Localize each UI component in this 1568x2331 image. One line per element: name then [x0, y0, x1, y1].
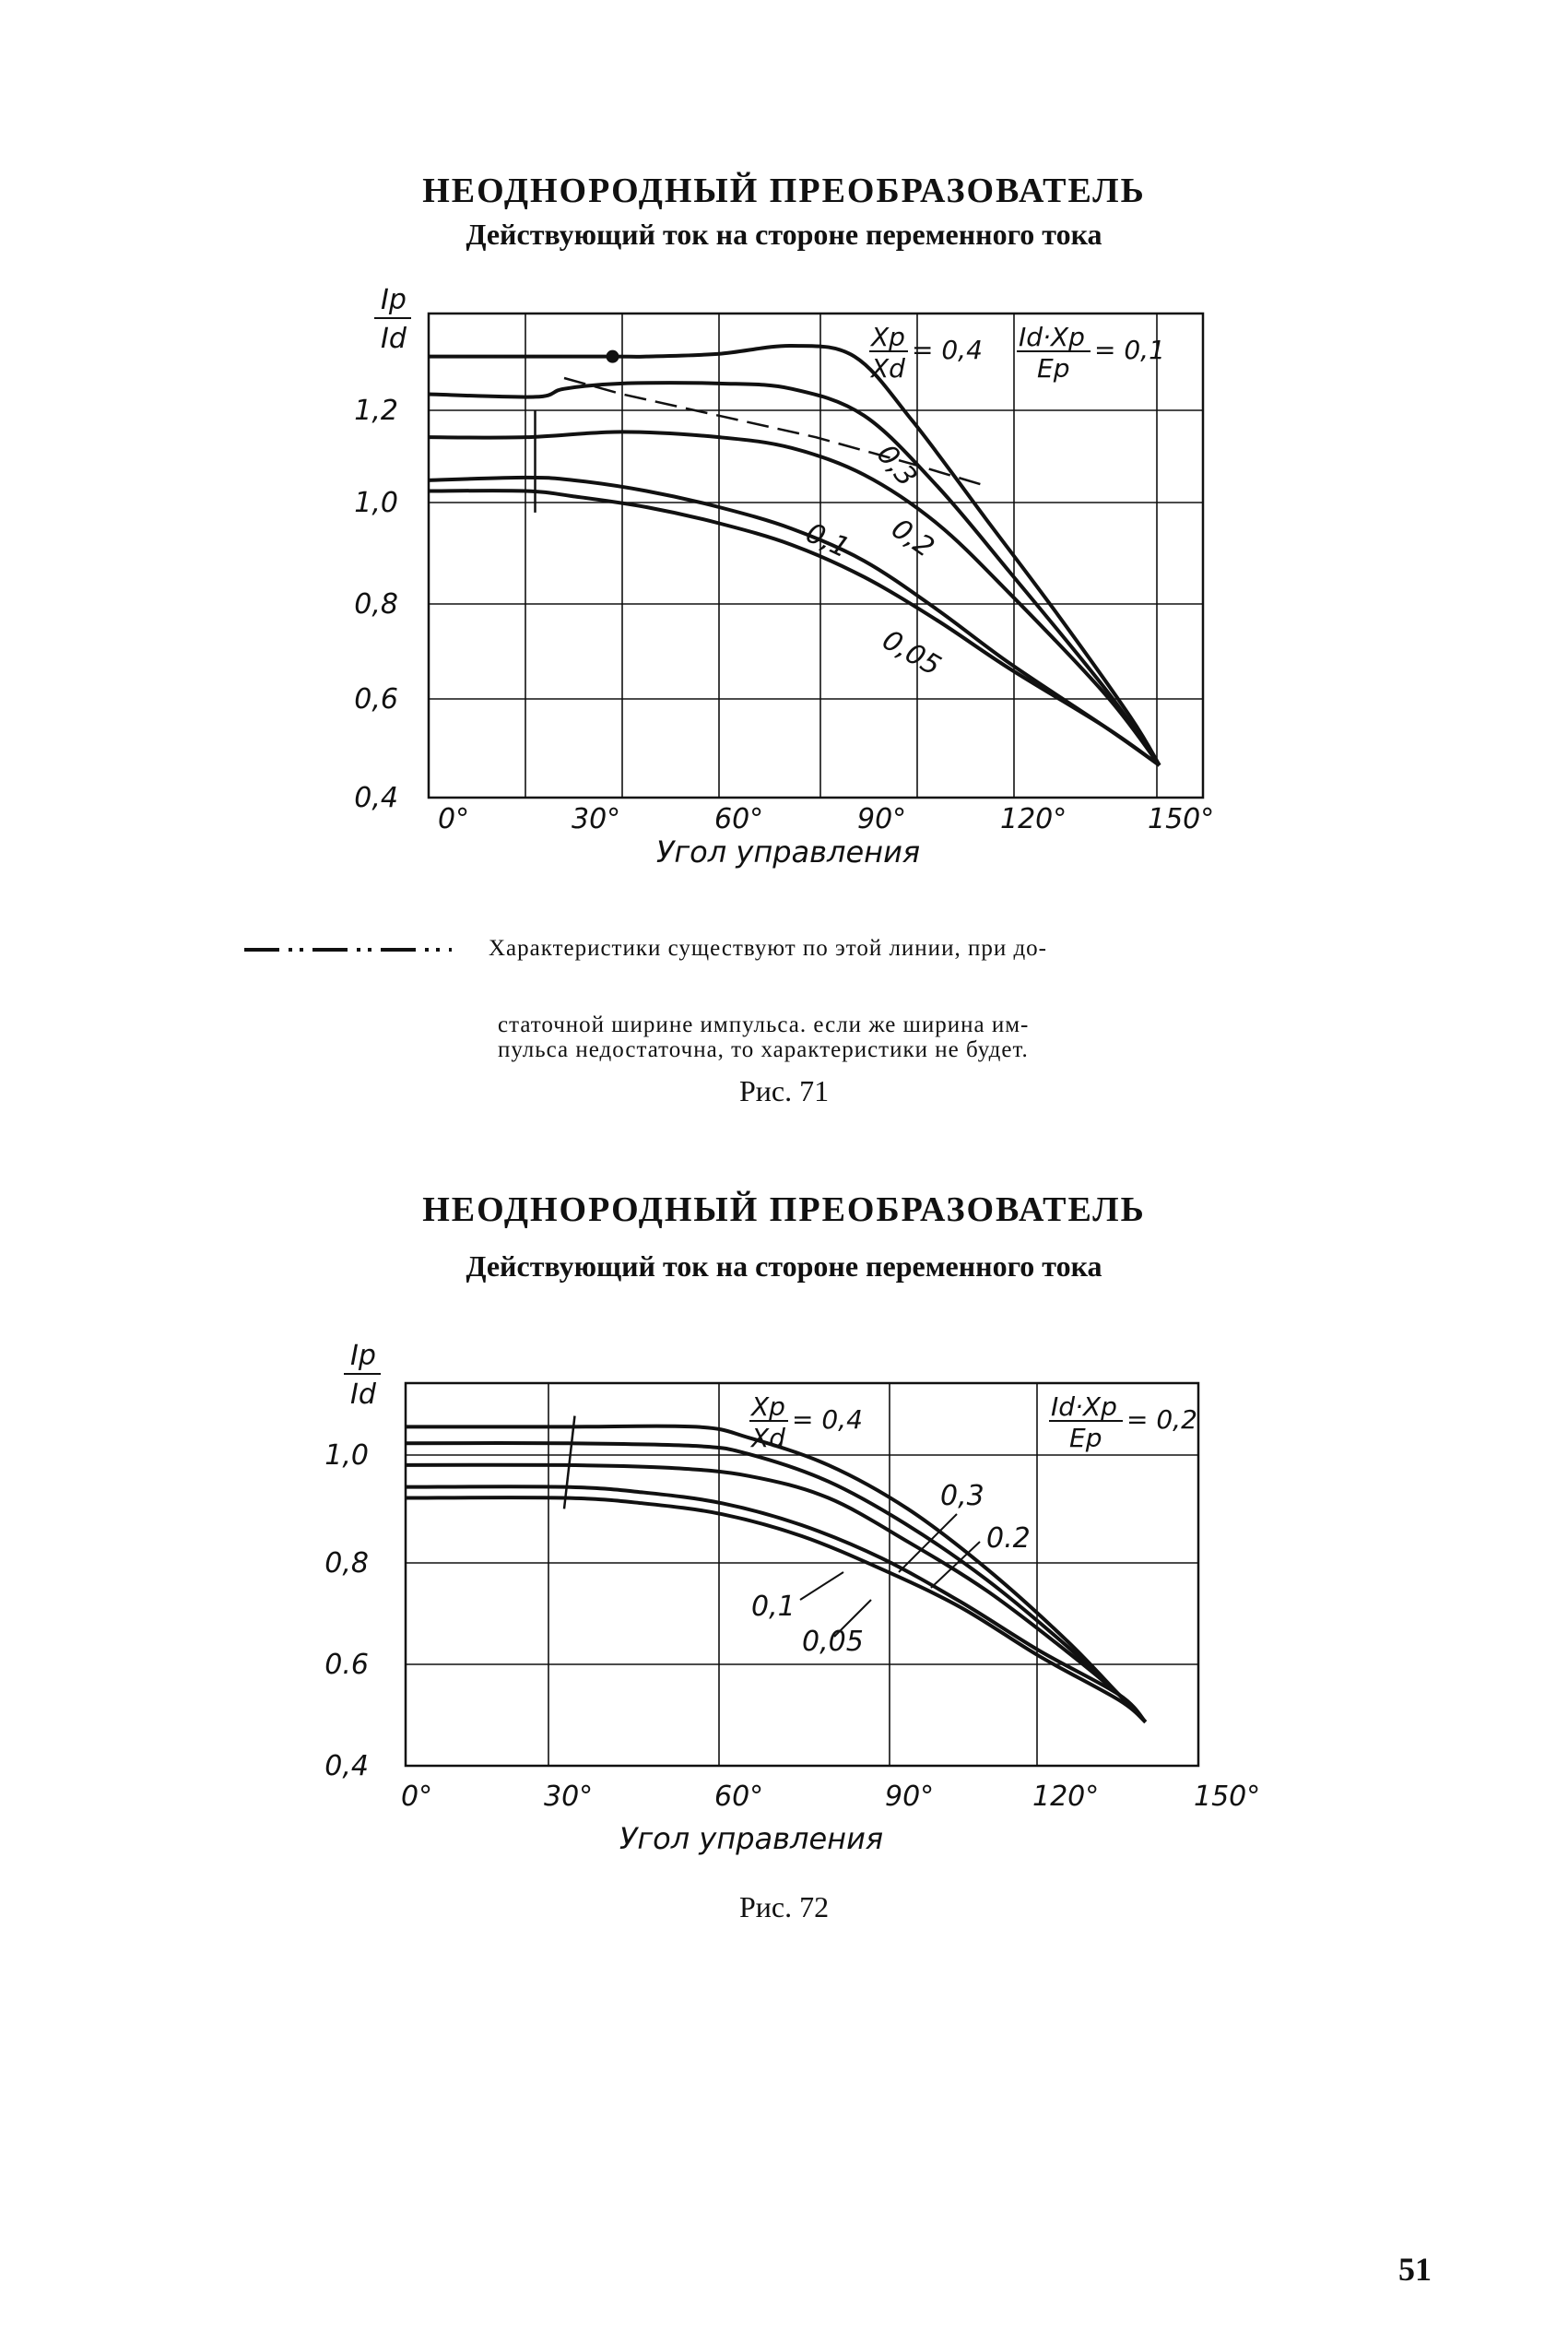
figure-71-note-line1: Характеристики существуют по этой линии, при до- [489, 936, 1047, 961]
x-tick-label: 120° [1000, 803, 1067, 835]
x-tick-label: 0° [401, 1781, 433, 1813]
y-axis-label-numerator: Ip [381, 284, 407, 316]
page-number: 51 [1398, 2251, 1432, 2288]
y-tick-label: 1,2 [354, 395, 398, 427]
param-idxp-value: = 0,2 [1126, 1404, 1197, 1435]
x-tick-label: 60° [714, 1781, 764, 1813]
figure-72-subtitle: Действующий ток на стороне переменного тока [466, 1249, 1102, 1283]
y-tick-label: 0,4 [354, 782, 398, 814]
y-tick-label: 1,0 [354, 487, 398, 519]
series-label: 0.2 [986, 1522, 1031, 1555]
figure-72-caption: Рис. 72 [738, 1890, 830, 1923]
y-tick-label: 0,8 [354, 588, 398, 621]
param-idxp-value: = 0,1 [1094, 335, 1165, 365]
param-idxp-numerator: Id·Xp [1051, 1391, 1117, 1422]
y-tick-label: 1,0 [324, 1439, 369, 1472]
series-label: 0,05 [877, 623, 947, 683]
series-label: 0,2 [885, 512, 940, 564]
param-idxp-numerator: Id·Xp [1019, 322, 1085, 352]
break-mark [564, 1416, 574, 1509]
series-label: 0,3 [869, 438, 924, 493]
series-label: 0,3 [940, 1480, 984, 1512]
y-tick-label: 0,4 [324, 1750, 369, 1782]
y-axis-label-denominator: Id [350, 1378, 376, 1411]
param-xd-denominator: Xd [751, 1423, 785, 1453]
x-tick-label: 90° [885, 1781, 935, 1813]
x-tick-label: 60° [714, 803, 764, 835]
x-tick-label: 150° [1194, 1781, 1261, 1813]
figure-71-note-line2: статочной ширине импульса. если же ширина им- [498, 1012, 1030, 1037]
label-leader-line [800, 1572, 843, 1600]
param-xp-numerator: Xp [871, 322, 905, 352]
x-tick-label: 90° [857, 803, 907, 835]
x-axis-label: Угол управления [619, 1821, 884, 1856]
y-tick-label: 0,6 [354, 683, 398, 716]
x-tick-label: 30° [572, 803, 621, 835]
figure-71-note-line3: пульса недостаточна, то характеристики не будет. [498, 1037, 1029, 1062]
figure-71-title: НЕОДНОРОДНЫЙ ПРЕОБРАЗОВАТЕЛЬ [422, 172, 1146, 210]
param-xp-value: = 0,4 [912, 335, 983, 365]
y-tick-label: 0,8 [324, 1547, 369, 1580]
param-xd-denominator: Xd [871, 353, 905, 384]
figure-71-subtitle: Действующий ток на стороне переменного тока [466, 218, 1102, 251]
param-xp-numerator: Xp [751, 1391, 785, 1422]
figure-72-title: НЕОДНОРОДНЫЙ ПРЕОБРАЗОВАТЕЛЬ [422, 1190, 1146, 1229]
x-tick-label: 150° [1148, 803, 1215, 835]
x-tick-label: 120° [1032, 1781, 1100, 1813]
y-axis-label-denominator: Id [381, 323, 407, 355]
x-axis-label: Угол управления [655, 834, 921, 870]
x-tick-label: 0° [438, 803, 470, 835]
x-tick-label: 30° [544, 1781, 594, 1813]
series-label: 0,1 [800, 516, 855, 565]
param-xp-value: = 0,4 [792, 1404, 863, 1435]
series-label: 0,1 [751, 1591, 796, 1623]
series-line-04 [406, 1426, 1146, 1722]
series-label: 0,05 [802, 1626, 864, 1658]
param-ep-denominator: Ep [1037, 353, 1070, 384]
figure-71-caption: Рис. 71 [738, 1074, 830, 1107]
param-ep-denominator: Ep [1069, 1423, 1102, 1453]
y-axis-label-numerator: Ip [350, 1340, 376, 1372]
y-tick-label: 0.6 [324, 1649, 369, 1681]
